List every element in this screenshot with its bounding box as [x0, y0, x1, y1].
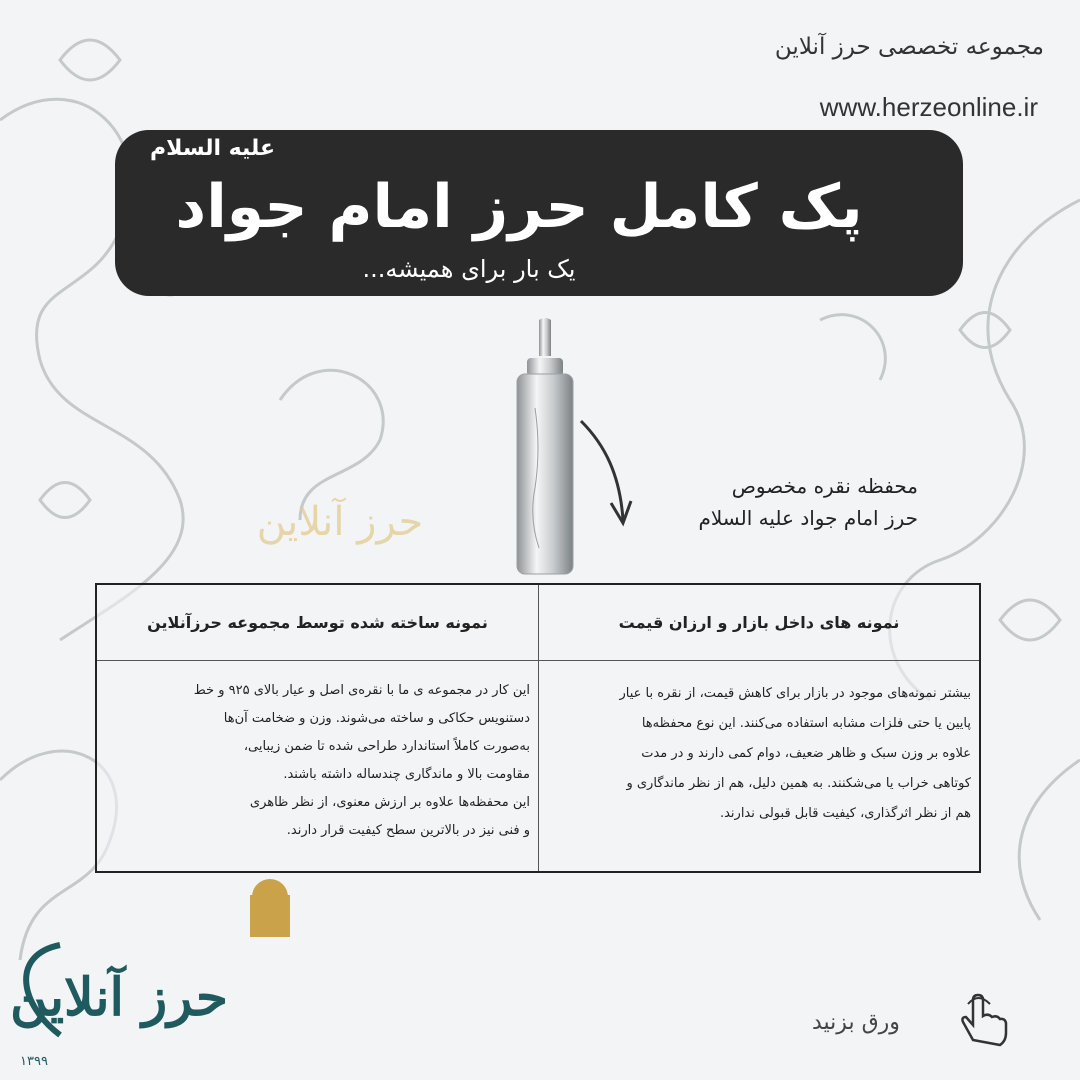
text-line: این کار در مجموعه ی ما با نقره‌ی اصل و عیار بالای ۹۲۵ و خط — [193, 683, 530, 698]
ours-description — [97, 661, 538, 871]
page-title: پک کامل حرز امام جواد — [175, 172, 863, 242]
caption-line: محفظه نقره مخصوص — [731, 474, 918, 498]
header-ours: نمونه ساخته شده توسط مجموعه حرزآنلاین — [97, 585, 538, 661]
header-market: نمونه های داخل بازار و ارزان قیمت — [538, 585, 979, 661]
hand-swipe-icon[interactable] — [955, 992, 1010, 1047]
comparison-table — [95, 583, 981, 873]
swipe-label[interactable]: ورق بزنید — [812, 1010, 900, 1035]
svg-text:۱۳۹۹: ۱۳۹۹ — [20, 1054, 48, 1069]
arrow-icon — [575, 415, 635, 530]
text-line: هم از نظر اثرگذاری، کیفیت قابل قبولی ندارند. — [719, 806, 971, 821]
text-line: پایین یا حتی فلزات مشابه استفاده می‌کنند. این نوع محفظه‌ها — [641, 716, 971, 731]
svg-text:حرز آنلاین: حرز آنلاین — [10, 967, 229, 1028]
text-line: مقاومت بالا و ماندگاری چندساله داشته باشند. — [283, 767, 530, 782]
text-line: این محفظه‌ها علاوه بر ارزش معنوی، از نظر ظاهری — [249, 795, 530, 810]
text-line: و فنی نیز در بالاترین سطح کیفیت قرار دارند. — [286, 823, 530, 838]
brand-logo — [0, 875, 320, 1080]
product-caption — [698, 470, 918, 534]
honorific: علیه السلام — [150, 136, 276, 161]
market-description — [538, 661, 979, 871]
brand-tagline: مجموعه تخصصی حرز آنلاین — [774, 34, 1044, 60]
subtitle: یک بار برای همیشه... — [362, 255, 576, 283]
text-line: کوتاهی خراب یا می‌شکنند. به همین دلیل، هم از نظر ماندگاری و — [626, 776, 971, 791]
caption-line: حرز امام جواد علیه السلام — [698, 506, 918, 530]
website-url[interactable]: www.herzeonline.ir — [819, 92, 1038, 122]
text-line: به‌صورت کاملاً استاندارد طراحی شده تا ضمن زیبایی، — [243, 739, 530, 754]
watermark-logo — [250, 455, 430, 585]
svg-text:حرز آنلاین: حرز آنلاین — [256, 499, 424, 545]
text-line: علاوه بر وزن سبک و ظاهر ضعیف، دوام کمی دارند و در مدت — [641, 746, 971, 761]
text-line: بیشتر نمونه‌های موجود در بازار برای کاهش قیمت، از نقره با عیار — [619, 686, 971, 701]
text-line: دستنویس حکاکی و ساخته می‌شوند. وزن و ضخامت آن‌ها — [223, 711, 530, 726]
